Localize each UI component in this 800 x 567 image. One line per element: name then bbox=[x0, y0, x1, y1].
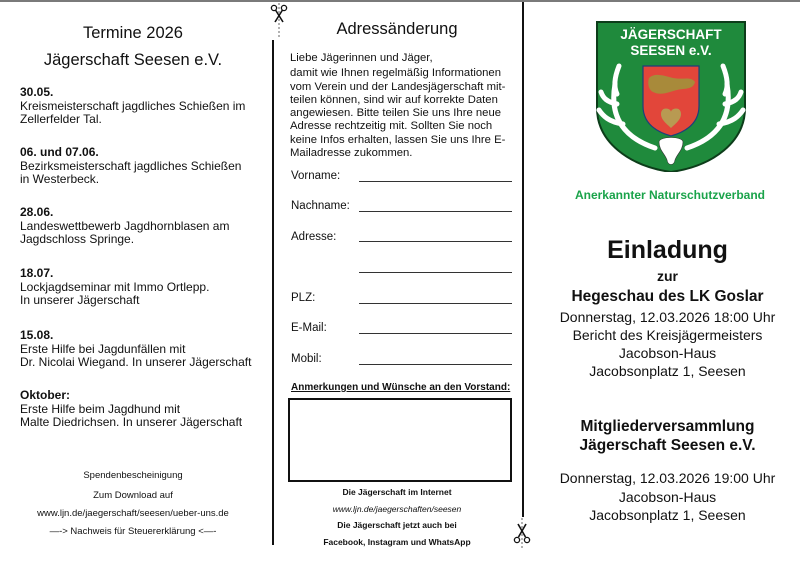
address-label: Adresse: bbox=[291, 231, 337, 243]
scissors-icon bbox=[513, 518, 531, 548]
mobile-label: Mobil: bbox=[291, 353, 322, 365]
first-name-label: Vorname: bbox=[291, 170, 341, 182]
event-text: Erste Hilfe bei Jagdunfällen mit bbox=[20, 341, 186, 356]
intro-line: angewiesen. Bitte teilen Sie uns Ihre neue bbox=[290, 107, 502, 120]
event-date: Oktober: bbox=[20, 388, 71, 402]
event-date: 18.07. bbox=[20, 266, 54, 280]
event-date: 06. und 07.06. bbox=[20, 145, 99, 159]
intro-line: damit wie Ihnen regelmäßig Informationen bbox=[290, 67, 501, 80]
event-item bbox=[20, 329, 270, 370]
intro-line: teilen können, sind wir auf korrekte Daten bbox=[290, 93, 498, 106]
address-change-intro bbox=[290, 52, 522, 160]
donation-heading: Spendenbescheinigung bbox=[83, 470, 183, 481]
address-field-line-2[interactable] bbox=[359, 272, 512, 273]
donation-note: —-> Nachweis für Steuererklärung <—- bbox=[49, 526, 217, 537]
event-item bbox=[20, 267, 270, 308]
intro-line: Mailadresse zukommen. bbox=[290, 147, 413, 160]
dates-subtitle: Jägerschaft Seesen e.V. bbox=[43, 51, 223, 69]
remarks-textarea[interactable] bbox=[288, 398, 512, 482]
fold-line-left bbox=[272, 40, 274, 545]
greeting: Liebe Jägerinnen und Jäger, bbox=[290, 52, 433, 64]
invitation-title: Einladung bbox=[607, 236, 728, 264]
event-text: Zellerfelder Tal. bbox=[20, 112, 102, 126]
event-text: In unserer Jägerschaft bbox=[20, 293, 140, 307]
event-text: Lockjagdseminar mit Immo Ortlepp. bbox=[20, 279, 210, 294]
last-name-label: Nachname: bbox=[291, 200, 350, 212]
invitation-datetime: Donnerstag, 12.03.2026 18:00 Uhr bbox=[559, 309, 776, 325]
event-date: 30.05. bbox=[20, 85, 54, 99]
zip-field[interactable] bbox=[359, 303, 512, 304]
event-date: 15.08. bbox=[20, 328, 54, 342]
meeting-address: Jacobsonplatz 1, Seesen bbox=[589, 507, 746, 523]
internet-url[interactable]: www.ljn.de/jaegerschaften/seesen bbox=[332, 504, 462, 514]
club-logo bbox=[595, 20, 747, 172]
donation-text: Zum Download auf bbox=[93, 490, 173, 501]
event-text: Erste Hilfe beim Jagdhund mit bbox=[20, 401, 181, 416]
social-networks: Facebook, Instagram und WhatsApp bbox=[323, 537, 471, 547]
event-item bbox=[20, 389, 270, 430]
event-item bbox=[20, 206, 270, 247]
event-text: Jagdschloss Springe. bbox=[20, 232, 135, 246]
intro-line: keine Infos erhalten, lassen Sie uns Ihre E- bbox=[290, 133, 506, 146]
meeting-org: Jägerschaft Seesen e.V. bbox=[579, 437, 756, 454]
fold-line-right bbox=[522, 2, 524, 517]
event-date: 28.06. bbox=[20, 205, 54, 219]
invitation-detail: Bericht des Kreisjägermeisters bbox=[572, 327, 763, 343]
event-text: in Westerbeck. bbox=[20, 172, 100, 186]
page-top-border bbox=[0, 0, 800, 2]
logo-text-line2: SEESEN e.V. bbox=[630, 43, 712, 58]
invitation-address: Jacobsonplatz 1, Seesen bbox=[589, 363, 746, 379]
event-text: Landeswettbewerb Jagdhornblasen am bbox=[20, 218, 230, 233]
internet-title: Die Jägerschaft im Internet bbox=[342, 487, 452, 497]
first-name-field[interactable] bbox=[359, 181, 512, 182]
logo-text-line1: JÄGERSCHAFT bbox=[620, 27, 722, 42]
event-item bbox=[20, 86, 270, 127]
last-name-field[interactable] bbox=[359, 211, 512, 212]
invitation-event: Hegeschau des LK Goslar bbox=[571, 288, 764, 305]
intro-line: vom Verein und der Landesjägerschaft mit- bbox=[290, 80, 506, 93]
email-label: E-Mail: bbox=[291, 322, 327, 334]
invitation-zur: zur bbox=[657, 268, 678, 284]
event-text: Dr. Nicolai Wiegand. In unserer Jägerschaft bbox=[20, 355, 252, 369]
event-text: Kreismeisterschaft jagdliches Schießen im bbox=[20, 98, 246, 113]
meeting-title: Mitgliederversammlung bbox=[580, 418, 755, 435]
event-item bbox=[20, 146, 270, 187]
meeting-datetime: Donnerstag, 12.03.2026 19:00 Uhr bbox=[559, 470, 776, 486]
event-text: Bezirksmeisterschaft jagdliches Schießen bbox=[20, 158, 242, 173]
address-field[interactable] bbox=[359, 241, 512, 242]
invitation-venue: Jacobson-Haus bbox=[618, 345, 717, 361]
address-change-title: Adressänderung bbox=[336, 20, 458, 38]
nature-label: Anerkannter Naturschutzverband bbox=[574, 188, 766, 202]
donation-url[interactable]: www.ljn.de/jaegerschaft/seesen/ueber-uns.de bbox=[37, 508, 229, 519]
dates-title: Termine 2026 bbox=[83, 24, 183, 42]
zip-label: PLZ: bbox=[291, 292, 316, 304]
remarks-title: Anmerkungen und Wünsche an den Vorstand: bbox=[291, 382, 511, 393]
intro-line: Adresse rechtzeitig mit. Sollten Sie noch bbox=[290, 120, 493, 133]
social-text: Die Jägerschaft jetzt auch bei bbox=[337, 520, 457, 530]
mobile-field[interactable] bbox=[359, 364, 512, 365]
meeting-venue: Jacobson-Haus bbox=[618, 489, 717, 505]
email-field[interactable] bbox=[359, 333, 512, 334]
event-text: Malte Diedrichsen. In unserer Jägerschaft bbox=[20, 415, 243, 429]
